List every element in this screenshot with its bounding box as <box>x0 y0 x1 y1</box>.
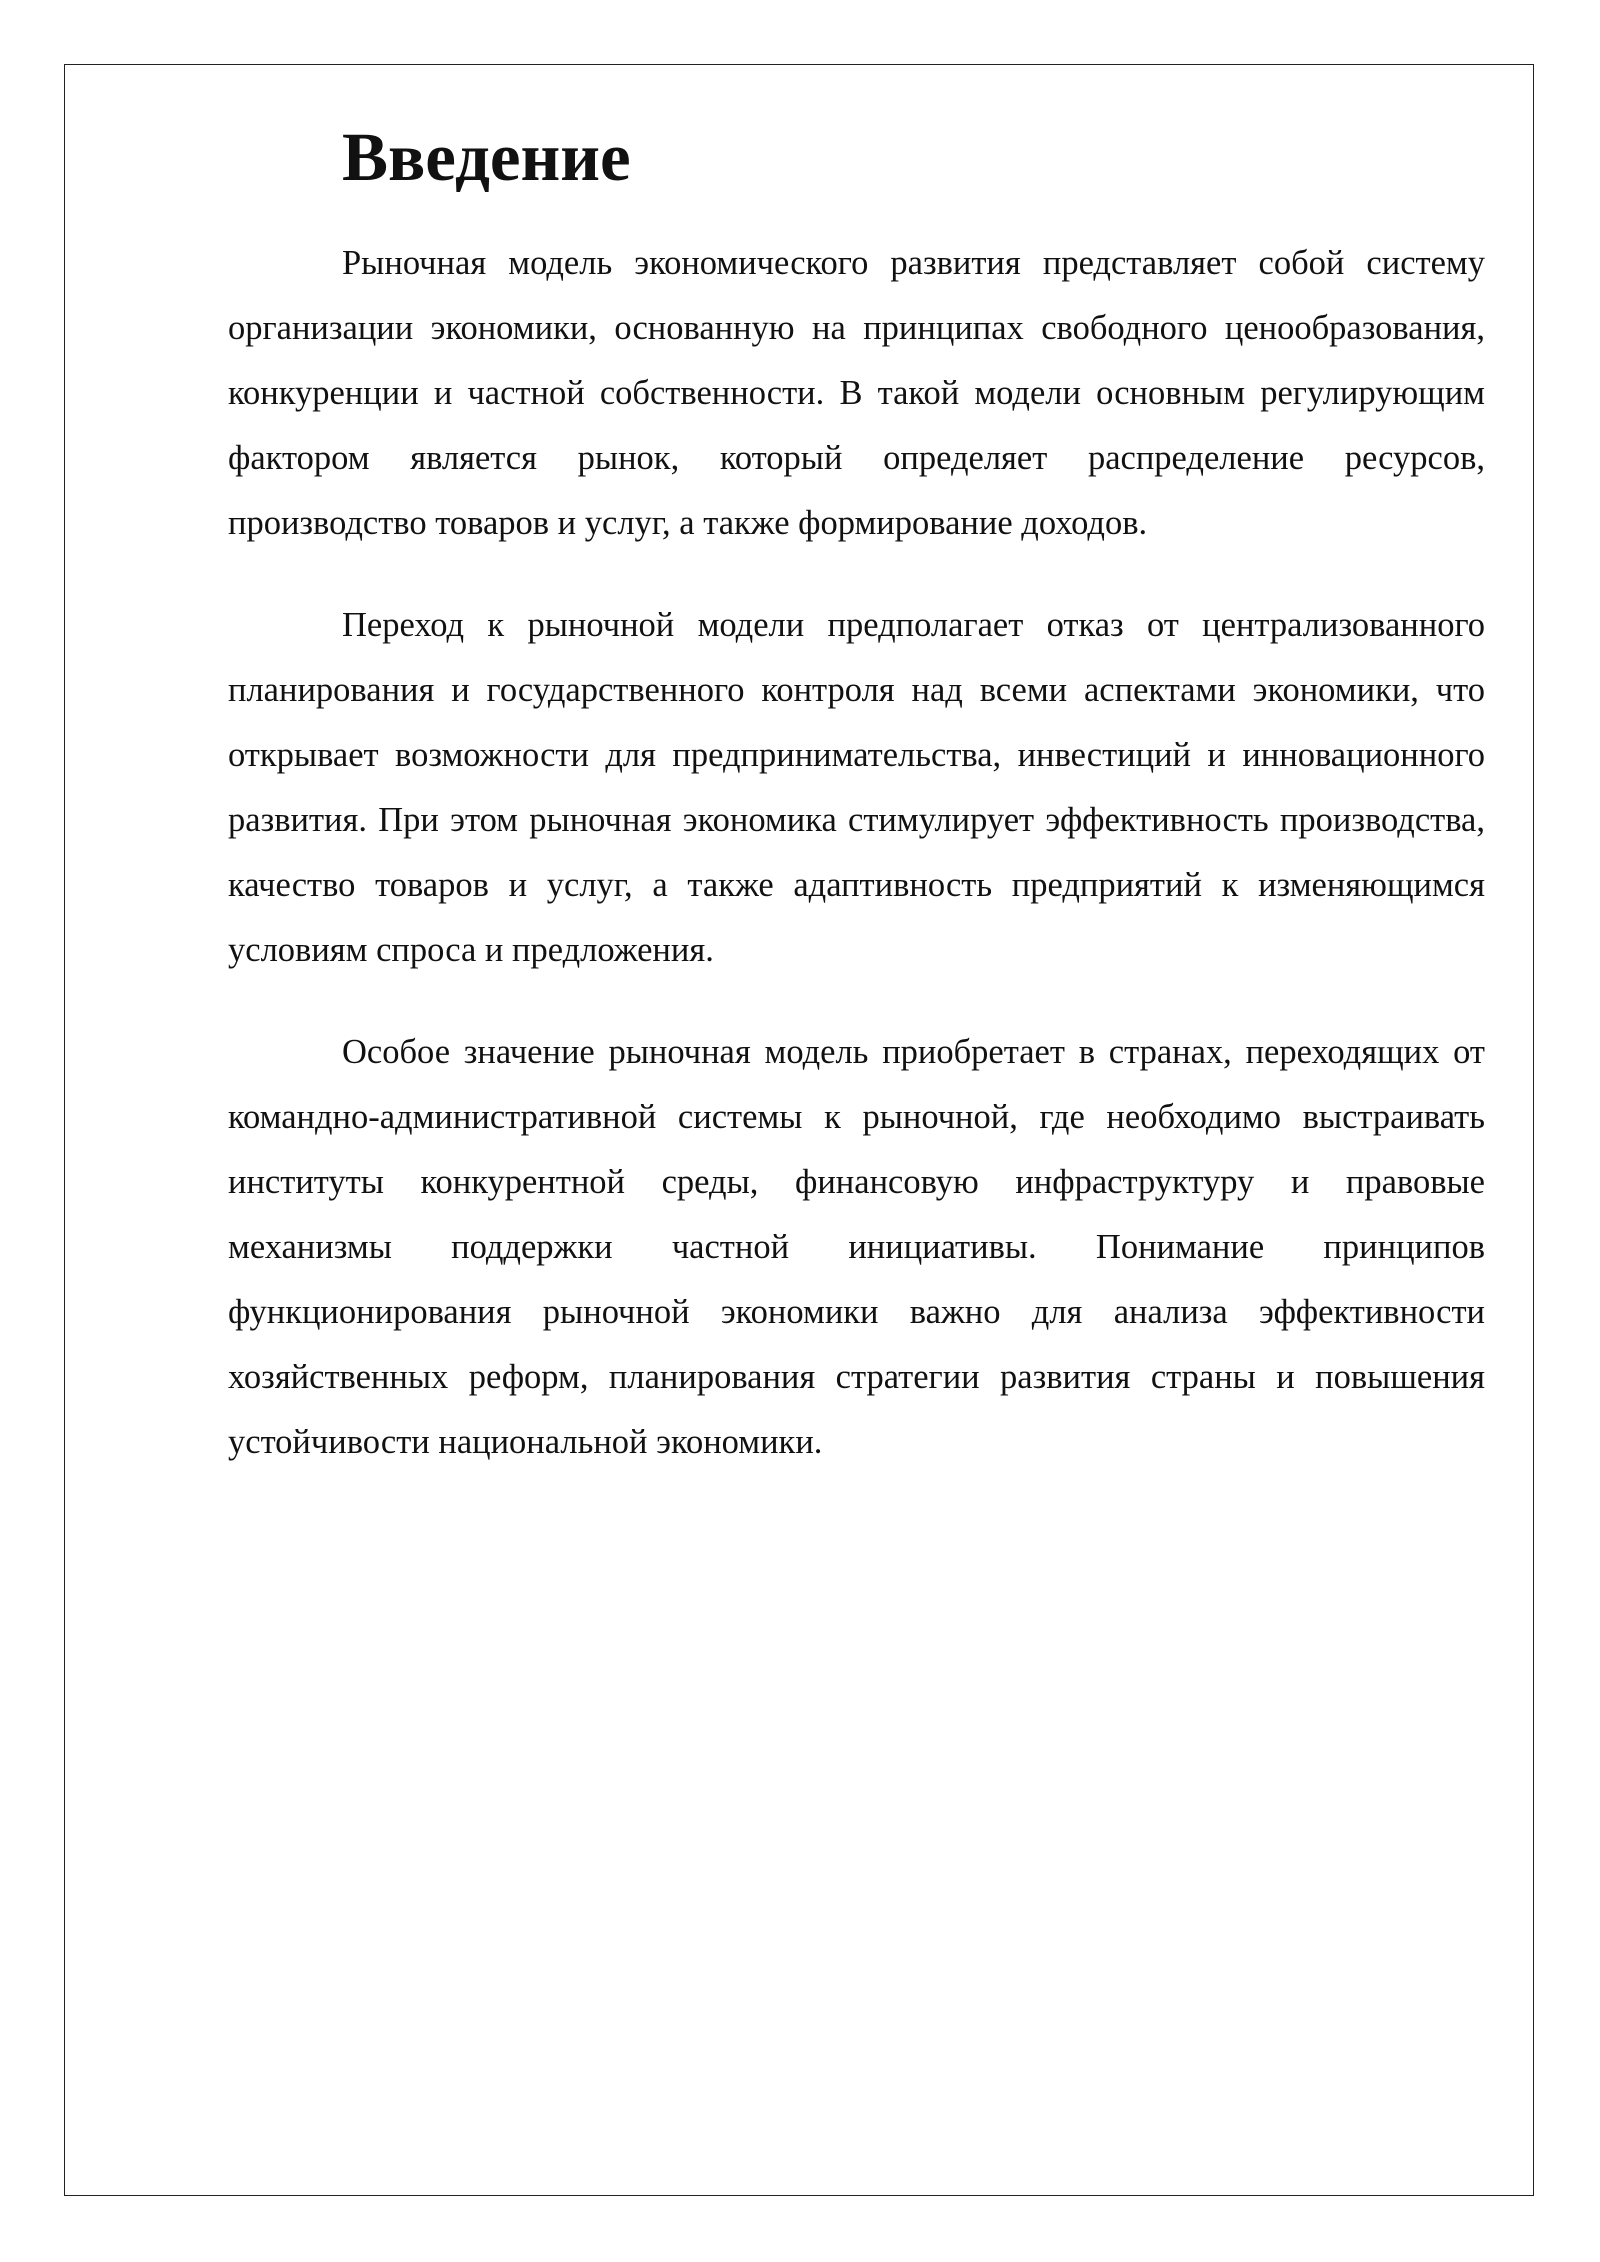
paragraph-1: Рыночная модель экономического развития представляет собой систему организации экономики, основанную на принципах свободного ценообразования, конкуренции и частной собственности. В такой модели основным регулирующим фактором является рынок, который определяет распределение ресурсов, производство товаров и услуг, а также формирование доходов. <box>228 244 1485 542</box>
document-body <box>228 119 1485 1475</box>
spacer <box>228 983 1485 1020</box>
paragraph-3: Особое значение рыночная модель приобретает в странах, переходящих от командно-административной системы к рыночной, где необходимо выстраивать институты конкурентной среды, финансовую инфраструктуру и правовые механизмы поддержки частной инициативы. Понимание принципов функционирования рыночной экономики важно для анализа эффективности хозяйственных реформ, планирования стратегии развития страны и повышения устойчивости национальной экономики. <box>228 1033 1485 1461</box>
paragraph-2: Переход к рыночной модели предполагает отказ от централизованного планирования и государственного контроля над всеми аспектами экономики, что открывает возможности для предпринимательства, инвестиций и инновационного развития. При этом рыночная экономика стимулирует эффективность производства, качество товаров и услуг, а также адаптивность предприятий к изменяющимся условиям спроса и предложения. <box>228 606 1485 969</box>
spacer <box>228 556 1485 593</box>
section-heading: Введение <box>342 119 631 195</box>
